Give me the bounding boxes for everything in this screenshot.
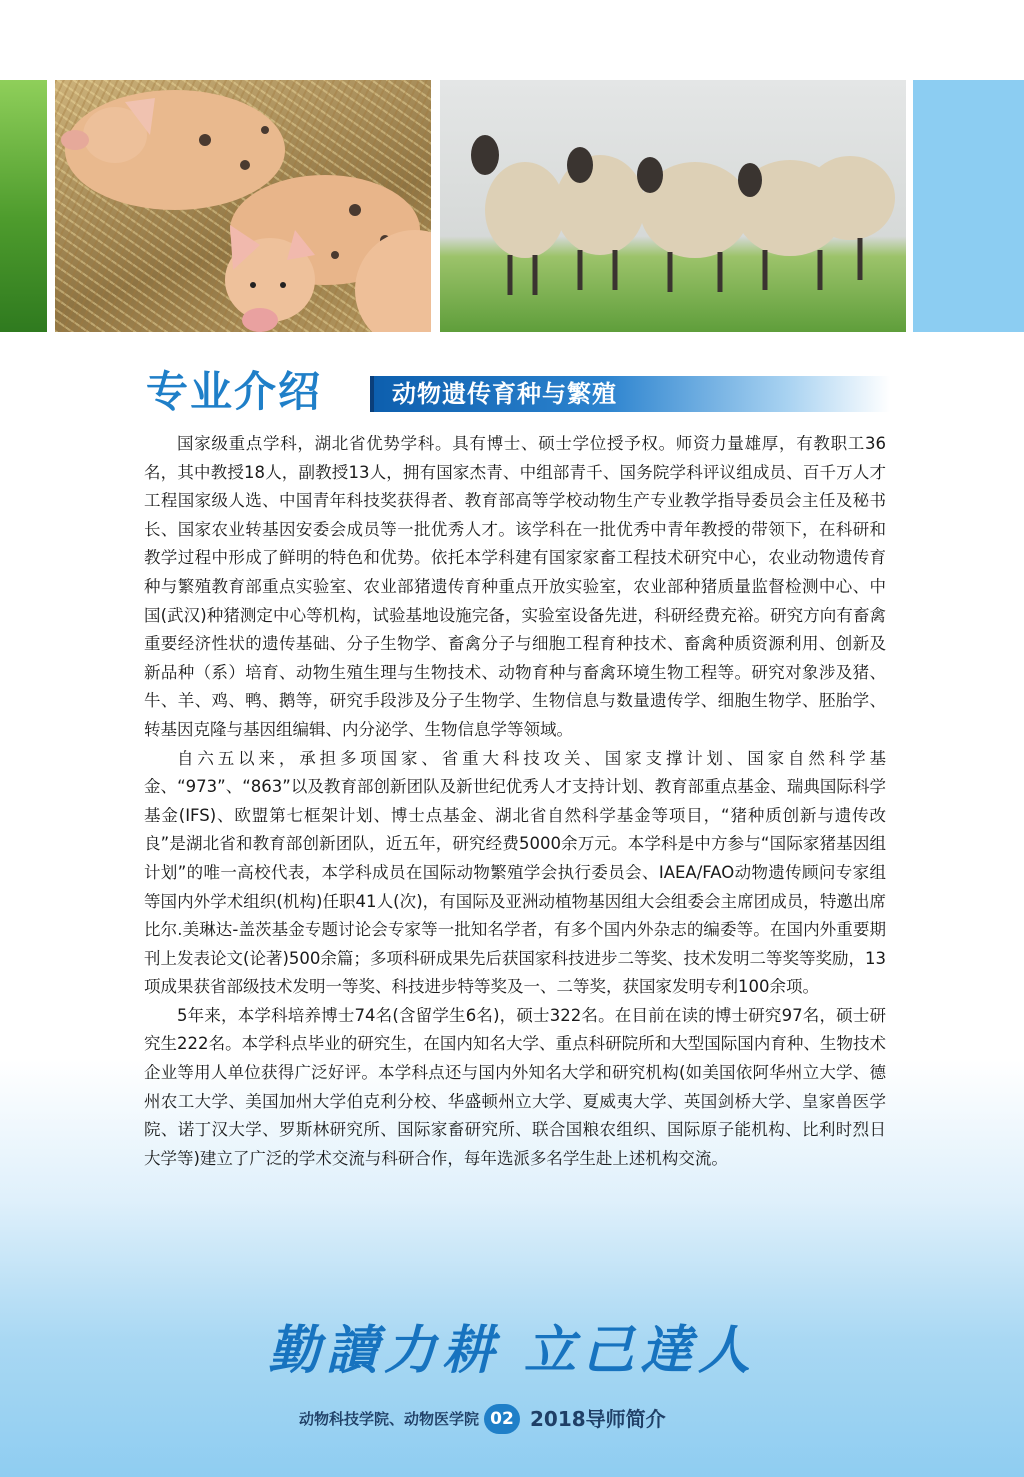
sheep-photo xyxy=(440,80,906,332)
section-header xyxy=(146,366,886,418)
decorative-blue-block xyxy=(913,80,1024,332)
grass-photo-edge xyxy=(0,80,47,332)
page-number-badge: 02 xyxy=(484,1404,520,1434)
photo-strip xyxy=(0,80,1024,332)
subtitle-bar xyxy=(370,376,890,412)
page-footer xyxy=(0,1404,1024,1436)
footer-school-name: 动物科技学院、动物医学院 xyxy=(298,1410,479,1428)
paragraph-2: 自六五以来，承担多项国家、省重大科技攻关、国家支撑计划、国家自然科学基金、“973”、“863”以及教育部创新团队及新世纪优秀人才支持计划、教育部重点基金、瑞典国际科学基金(IFS)、欧盟第七框架计划、博士点基金、湖北省自然科学基金等项目，“猪种质创新与遗传改良”是湖北省和教育部创新团队，近五年，研究经费5000余万元。本学科是中方参与“国际家猪基因组计划”的唯一高校代表，本学科成员在国际动物繁殖学会执行委员会、IAEA/FAO动物遗传顾问专家组等国内外学术组织(机构)任职41人(次)，有国际及亚洲动植物基因组大会组委会主席团成员，特邀出席比尔.美琳达-盖茨基金专题讨论会专家等一批知名学者，有多个国内外杂志的编委等。在国内外重要期刊上发表论文(论著)500余篇；多项科研成果先后获国家科技进步二等奖、技术发明二等奖等奖励，13项成果获省部级技术发明一等奖、科技进步特等奖及一、二等奖，获国家发明专利100余项。 xyxy=(144,748,886,997)
paragraph-3: 5年来，本学科培养博士74名(含留学生6名)，硕士322名。在目前在读的博士研究97名，硕士研究生222名。本学科点毕业的研究生，在国内知名大学、重点科研院所和大型国际国内育种、生物技术企业等用人单位获得广泛好评。本学科点还与国内外知名大学和研究机构(如美国依阿华州立大学、德州农工大学、美国加州大学伯克利分校、华盛顿州立大学、夏威夷大学、英国剑桥大学、皇家兽医学院、诺丁汉大学、罗斯林研究所、国际家畜研究所、联合国粮农组织、国际原子能机构、比利时烈日大学等)建立了广泛的学术交流与科研合作，每年选派多名学生赴上述机构交流。 xyxy=(144,1005,886,1168)
calligraphy-motto: 勤讀力耕 立己達人 xyxy=(267,1320,757,1381)
paragraph-1: 国家级重点学科，湖北省优势学科。具有博士、硕士学位授予权。师资力量雄厚，有教职工36名，其中教授18人，副教授13人，拥有国家杰青、中组部青千、国务院学科评议组成员、百千万人才工程国家级人选、中国青年科技奖获得者、教育部高等学校动物生产专业教学指导委员会主任及秘书长、国家农业转基因安委会成员等一批优秀人才。该学科在一批优秀中青年教授的带领下，在科研和教学过程中形成了鲜明的特色和优势。依托本学科建有国家家畜工程技术研究中心，农业动物遗传育种与繁殖教育部重点实验室、农业部猪遗传育种重点开放实验室，农业部种猪质量监督检测中心、中国(武汉)种猪测定中心等机构，试验基地设施完备，实验室设备先进，科研经费充裕。研究方向有畜禽重要经济性状的遗传基础、分子生物学、畜禽分子与细胞工程育种技术、畜禽种质资源利用、创新及新品种（系）培育、动物生殖生理与生物技术、动物育种与畜禽环境生物工程等。研究对象涉及猪、牛、羊、鸡、鸭、鹅等，研究手段涉及分子生物学、生物信息与数量遗传学、细胞生物学、胚胎学、转基因克隆与基因组编辑、内分泌学、生物信息学等领域。 xyxy=(144,434,886,739)
section-subtitle: 动物遗传育种与繁殖 xyxy=(392,380,617,408)
section-title: 专业介绍 xyxy=(146,367,323,416)
piglets-photo xyxy=(55,80,431,332)
piglets-illustration xyxy=(55,80,431,332)
introduction-text xyxy=(144,430,886,1173)
sheep-illustration xyxy=(440,80,906,332)
footer-brochure-title: 2018导师简介 xyxy=(530,1407,666,1431)
